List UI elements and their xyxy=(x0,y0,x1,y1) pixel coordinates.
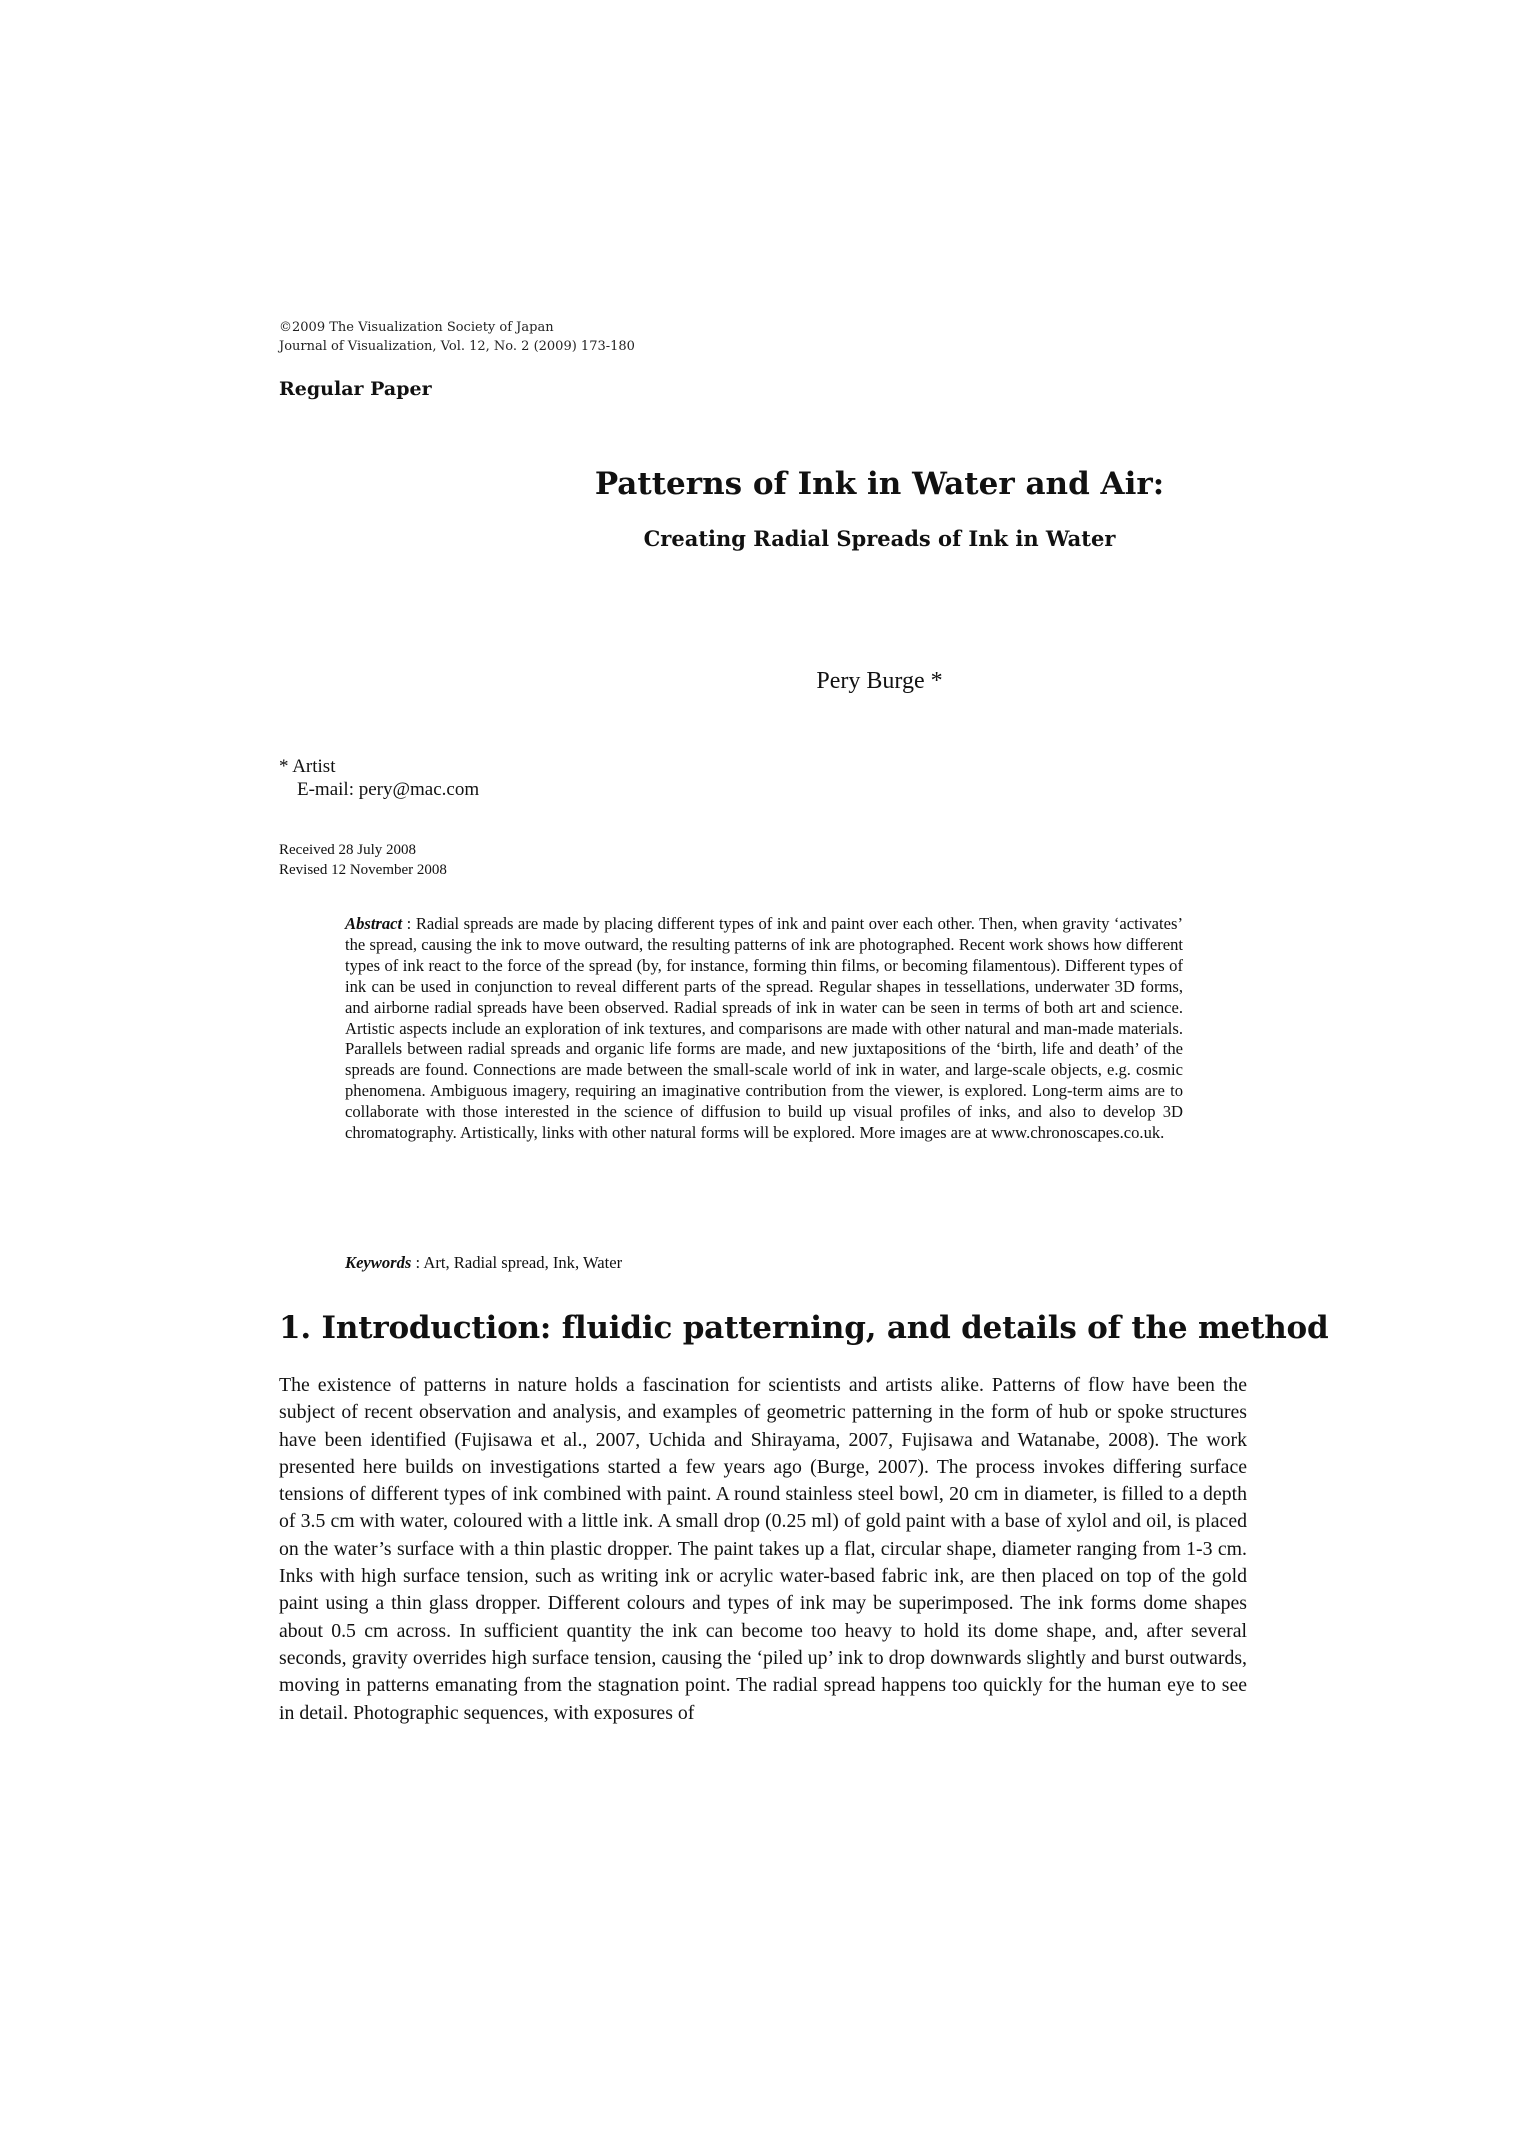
abstract-separator: : xyxy=(402,914,416,933)
keywords-text: Art, Radial spread, Ink, Water xyxy=(423,1253,623,1272)
keywords xyxy=(345,1253,622,1273)
journal-header xyxy=(279,318,635,356)
author-email: E-mail: pery@mac.com xyxy=(297,779,480,800)
keywords-label: Keywords xyxy=(345,1253,412,1272)
abstract-text: Radial spreads are made by placing different types of ink and paint over each other. Then, when gravity ‘activates’ the spread, causing the ink to move outward, the resulting patterns of ink are photographed. Recent work shows how different types of ink react to the force of the spread (by, for instance, forming thin films, or becoming filamentous). Different types of ink can be used in conjunction to reveal different parts of the spread. Regular shapes in tessellations, underwater 3D forms, and airborne radial spreads have been observed. Radial spreads of ink in water can be seen in terms of both art and science. Artistic aspects include an exploration of ink textures, and comparisons are made with other natural and man-made materials. Parallels between radial spreads and organic life forms are made, and new juxtapositions of the ‘birth, life and death’ of the spreads are found. Connections are made between the small-scale world of ink in water, and large-scale objects, e.g. cosmic phenomena. Ambiguous imagery, requiring an imaginative contribution from the viewer, is explored. Long-term aims are to collaborate with those interested in the science of diffusion to build up visual profiles of inks, and also to develop 3D chromatography. Artistically, links with other natural forms will be explored. More images are at www.chronoscapes.co.uk. xyxy=(345,914,1183,1143)
received-date: Received 28 July 2008 xyxy=(279,842,417,858)
affiliation xyxy=(279,755,479,801)
copyright-line: ©2009 The Visualization Society of Japan xyxy=(279,320,554,335)
submission-dates xyxy=(279,840,447,880)
revised-date: Revised 12 November 2008 xyxy=(279,862,447,878)
paper-type-label: Regular Paper xyxy=(279,378,432,400)
paper-title: Patterns of Ink in Water and Air: xyxy=(594,466,1165,502)
section-heading: 1. Introduction: fluidic patterning, and details of the method xyxy=(279,1310,1329,1346)
keywords-separator: : xyxy=(411,1253,424,1272)
author-name: Pery Burge * xyxy=(816,668,943,694)
abstract-label: Abstract xyxy=(345,914,403,933)
abstract xyxy=(345,914,1183,1144)
paper-subtitle: Creating Radial Spreads of Ink in Water xyxy=(643,526,1116,551)
affiliation-role: * Artist xyxy=(279,756,336,777)
section-body-text: The existence of patterns in nature holds a fascination for scientists and artists alike. Patterns of flow have been the subject of recent observation and analysis, and examples of geometric patterning in the form of hub or spoke structures have been identified (Fujisawa et al., 2007, Uchida and Shirayama, 2007, Fujisawa and Watanabe, 2008). The work presented here builds on investigations started a few years ago (Burge, 2007). The process invokes differing surface tensions of different types of ink combined with paint. A round stainless steel bowl, 20 cm in diameter, is filled to a depth of 3.5 cm with water, coloured with a little ink. A small drop (0.25 ml) of gold paint with a base of xylol and oil, is placed on the water’s surface with a thin plastic dropper. The paint takes up a flat, circular shape, diameter ranging from 1-3 cm. Inks with high surface tension, such as writing ink or acrylic water-based fabric ink, are then placed on top of the gold paint using a thin glass dropper. Different colours and types of ink may be superimposed. The ink forms dome shapes about 0.5 cm across. In sufficient quantity the ink can become too heavy to hold its dome shape, and, after several seconds, gravity overrides high surface tension, causing the ‘piled up’ ink to drop downwards slightly and burst outwards, moving in patterns emanating from the stagnation point. The radial spread happens too quickly for the human eye to see in detail. Photographic sequences, with exposures of xyxy=(279,1374,1247,1724)
journal-citation: Journal of Visualization, Vol. 12, No. 2 (2009) 173-180 xyxy=(279,339,635,354)
